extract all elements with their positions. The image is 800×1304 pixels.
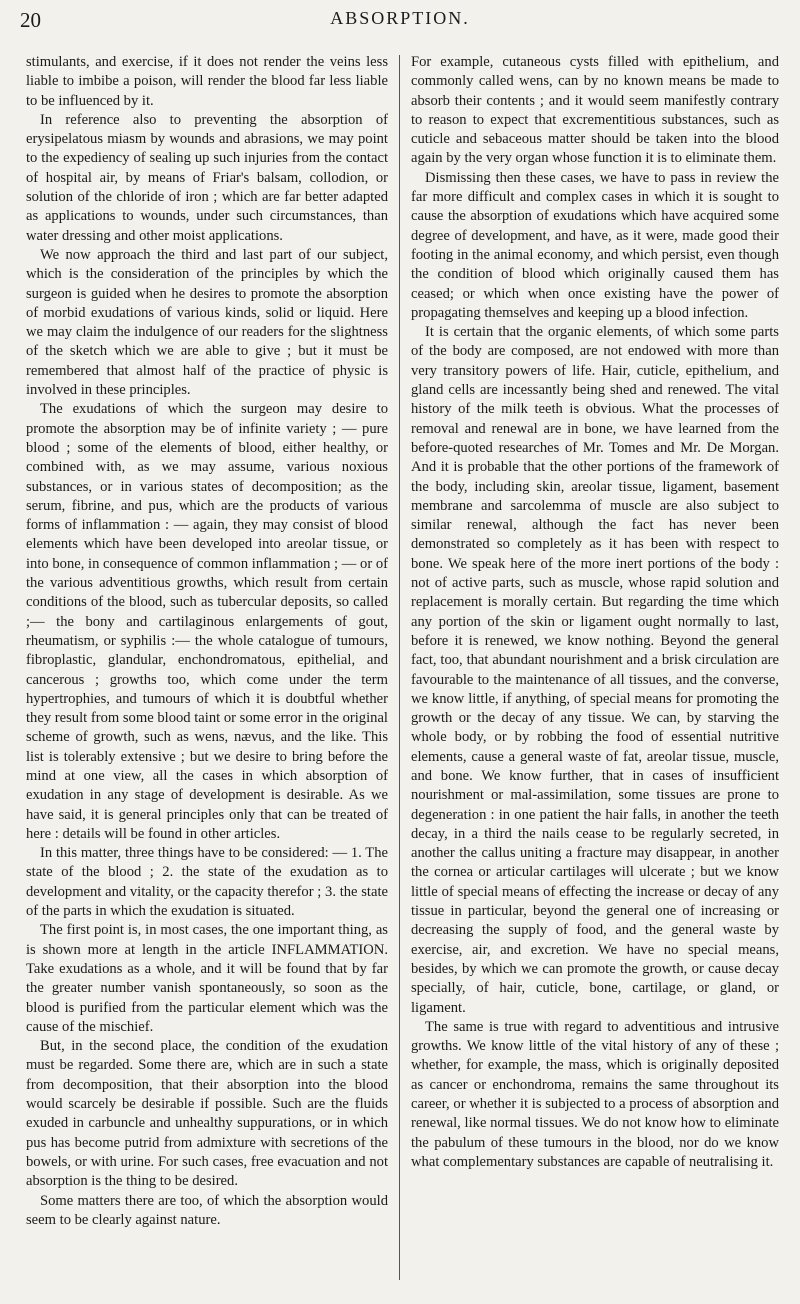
paragraph: stimulants, and exercise, if it does not render the veins less liable to imbibe a poison, will render the blood far less liable to be influenced by it. [26,54,388,109]
paragraph: The exudations of which the surgeon may desire to promote the absorption may be of infinite variety ; — pure blood ; some of the elements of blood, either healthy, or combined with, as we may assume, various noxious substances, or in various states of decomposition; as the serum, fibrine, and pus, which are the products of various forms of inflammation : — again, they may consist of blood elements which have been developed into areolar tissue, or into bone, in consequence of common inflammation ; — or of the various adventitious growths, which result from certain conditions of the blood, such as tubercular deposits, so called ;— the bony and cartilaginous enlargements of gout, rheumatism, or syphilis :— the whole catalogue of tumours, fibroplastic, glandular, enchondromatous, epithelial, and cancerous ; growths too, which come under the term hypertrophies, and tumours of which it is doubtful whether they result from some blood taint or some error in the original scheme of growth, such as wens, nævus, and the like. This list is tolerably extensive ; but we desire to bring before the mind at one view, all the cases in which absorption of exudation in any stage of development is desirable. As we have said, it is general principles only that can be treated of here : details will be found in other articles. [26,401,388,842]
paragraph: The first point is, in most cases, the one important thing, as is shown more at length in the article INFLAMMATION. Take exudations as a whole, and it will be found that by far the greater number vanish spontaneously, so soon as the blood is purified from the particular element which was the cause of the mischief. [26,922,388,1035]
paragraph: Dismissing then these cases, we have to pass in review the far more difficult and complex cases in which it is sought to cause the absorption of exudations which have acquired some degree of development, and have, as it were, made good their footing in the animal economy, and which persist, even though the condition of blood which originally caused them has ceased; or which when once existing have the power of propagating themselves and keeping up a blood infection. [411,169,779,321]
paragraph: In reference also to preventing the absorption of erysipelatous miasm by wounds and abrasions, we may point to the expediency of sealing up such injuries from the contact of hospital air, by means of Friar's balsam, collodion, or solution of the chloride of iron ; which are far better adapted as applications to wounds, under such circumstances, than water dressing and other moist applications. [26,111,388,244]
paragraph: Some matters there are too, of which the absorption would seem to be clearly against nature. [26,1192,388,1228]
page-header [20,8,780,40]
paragraph: For example, cutaneous cysts filled with epithelium, and commonly called wens, can by no known means be made to absorb their contents ; and it would seem manifestly contrary to reason to expect that excrementitious substances, such as cuticle and sebaceous matter should be taken into the blood again by the very organ whose function it is to eliminate them. [411,54,779,167]
running-title: ABSORPTION. [330,8,470,28]
page-number: 20 [20,8,41,32]
paragraph: The same is true with regard to adventitious and intrusive growths. We know little of the vital history of any of these ; whether, for example, the mass, which is originally deposited as cancer or enchondroma, remains the same throughout its career, or whether it is subjected to a process of absorption and renewal, like normal tissues. We do not know how to eliminate the pabulum of these tumours in the blood, nor do we know what complementary substances are capable of neutralising it. [411,1018,779,1170]
left-column [26,53,388,1293]
paragraph: But, in the second place, the condition of the exudation must be regarded. Some there are, which are in such a state from decomposition, that their absorption into the blood would scarcely be desirable if possible. Such are the fluids exuded in carbuncle and unhealthy suppurations, or in which pus has become putrid from admixture with secretions of the bowels, or with urine. For such cases, free evacuation and not absorption is the thing to be desired. [26,1038,388,1190]
right-column [411,53,779,1293]
paragraph: We now approach the third and last part of our subject, which is the consideration of the principles by which the surgeon is guided when he desires to promote the absorption of morbid exudations of various kinds, solid or liquid. Here we may claim the indulgence of our readers for the slightness of the sketch which we are able to give ; but it must be remembered that almost half of the practice of physic is involved in these principles. [26,246,388,399]
paragraph: It is certain that the organic elements, of which some parts of the body are composed, are not endowed with more than very transitory powers of life. Hair, cuticle, epithelium, and gland cells are incessantly being shed and renewed. The vital history of the milk teeth is obvious. What the processes of removal and renewal are in bone, we have learned from the before-quoted researches of Mr. Tomes and Mr. De Morgan. And it is probable that the other portions of the framework of the body, including skin, areolar tissue, ligament, basement membrane and sarcolemma of muscle are also subject to similar renewal, although the fact has never been demonstrated so completely as it has been with respect to bone. We speak here of the more inert portions of the body : not of active parts, such as muscle, whose rapid solution and replacement is morally certain. But regarding the time which any portion of the skin or ligament ought normally to last, before it is renewed, we know nothing. Beyond the general fact, too, that abundant nourishment and a brisk circulation are favourable to the maintenance of all tissues, and the converse, we know little, if anything, of special means for promoting the growth or the decay of any tissue. We can, by starving the whole body, or by robbing the food of essential nutritive elements, cause a general waste of fat, areolar tissue, muscle, and bone. We know further, that in cases of insufficient nourishment or mal-assimilation, some tissues are prone to degeneration : in one patient the hair falls, in another the teeth decay, in a third the nails cease to be regularly secreted, in another the callus uniting a fracture may disappear, in another the cornea or articular cartilages will ulcerate ; but we know little of special means of effecting the increase or decay of any tissue in particular, beyond the general one of increasing or decreasing the supply of food, and the general waste by exercise, air, and excretion. We have no special means, besides, by which we can promote the growth, or cause decay specially, of hair, cuticle, bone, cartilage, or gland, or ligament. [411,324,779,1016]
column-divider [399,55,400,1280]
paragraph: In this matter, three things have to be considered: — 1. The state of the blood ; 2. the state of the exudation as to development and vitality, or the capacity therefor ; 3. the state of the parts in which the exudation is situated. [26,845,388,920]
